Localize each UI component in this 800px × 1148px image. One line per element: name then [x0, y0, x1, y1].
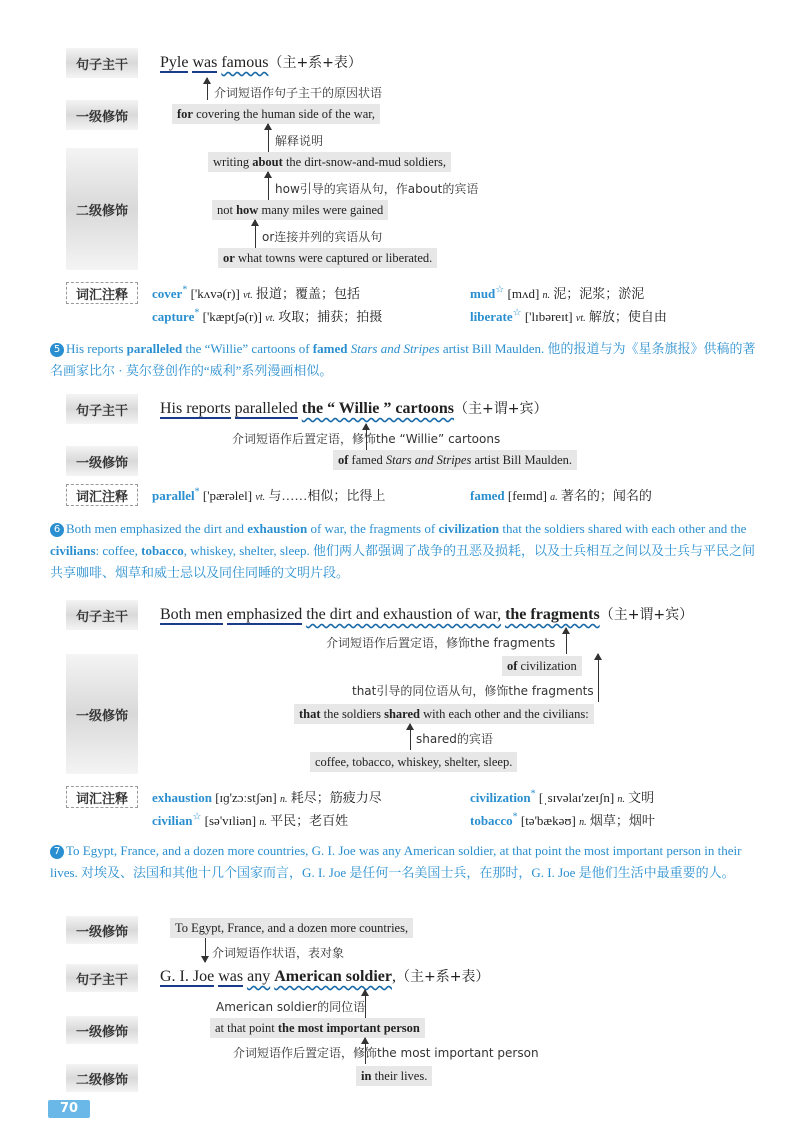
note-s4-2: 解释说明: [275, 134, 324, 148]
arrow: [410, 724, 411, 750]
label-level1-s6: 一级修饰: [66, 654, 138, 774]
vocab-item: capture* ['kæptʃə(r)] vt. 攻取；捕获；拍摄: [152, 307, 383, 324]
chunk-s4-4: or what towns were captured or liberated.: [218, 248, 437, 268]
label-main-s5: 句子主干: [66, 394, 138, 424]
note-s6-2: that引导的同位语从句，修饰the fragments: [352, 684, 594, 698]
note-s6-3: shared的宾语: [416, 732, 493, 746]
sentence-5: 5 His reports paralleled the “Willie” cartoons of famed Stars and Stripes artist Bill Maulden. 他的报道与为《星条旗报》供稿的著名画家比尔 · 莫尔登创作的“威利”系列漫画相似。: [50, 341, 756, 378]
main-clause-s6: Both men emphasized the dirt and exhaustion of war, the fragments（主+谓+宾）: [160, 606, 694, 623]
sentence-6: 6 Both men emphasized the dirt and exhaustion of war, the fragments of civilization that the soldiers shared with each other and the civilians: coffee, tobacco, whiskey, shelter, sleep. 他们两人都强调了战争的丑恶及损耗，以及士兵相互之间以及士兵与平民之间共享咖啡、烟草和威士忌以及同住同睡的文明片段。: [50, 521, 756, 580]
main-clause-s5: His reports paralleled the “ Willie ” cartoons（主+谓+宾）: [160, 400, 548, 417]
chunk-s6-1: of civilization: [502, 656, 582, 676]
label-level2-s7: 二级修饰: [66, 1064, 138, 1092]
vocab-item: mud☆ [mʌd] n. 泥；泥浆；淤泥: [470, 284, 645, 301]
label-vocab-s4: 词汇注释: [66, 282, 138, 304]
label-vocab-s5: 词汇注释: [66, 484, 138, 506]
vocab-item: parallel* ['pærəlel] vt. 与……相似；比得上: [152, 486, 386, 503]
note-s5-1: 介词短语作后置定语，修饰the “Willie” cartoons: [232, 432, 501, 446]
vocab-item: liberate☆ ['lɪbəreɪt] vt. 解放；使自由: [470, 307, 667, 324]
label-level1-s7b: 一级修饰: [66, 1016, 138, 1044]
vocab-item: tobacco* [tə'bækəʊ] n. 烟草；烟叶: [470, 811, 655, 828]
main-clause-s4: [160, 52, 362, 72]
label-main-s4: 句子主干: [66, 48, 138, 78]
chunk-s4-2: writing about the dirt-snow-and-mud soldiers,: [208, 152, 451, 172]
chunk-s7-2: in their lives.: [356, 1066, 432, 1086]
vocab-item: civilization* [ˌsɪvəlaɪ'zeɪʃn] n. 文明: [470, 788, 655, 805]
label-level1-s7a: 一级修饰: [66, 916, 138, 944]
arrow: [268, 124, 269, 152]
vocab-item: cover* ['kʌvə(r)] vt. 报道；覆盖；包括: [152, 284, 361, 301]
structure-note: （主+系+表）: [268, 55, 362, 71]
chunk-s6-3: coffee, tobacco, whiskey, shelter, sleep.: [310, 752, 517, 772]
chunk-s4-3: not how many miles were gained: [212, 200, 388, 220]
label-level1-s4: 一级修饰: [66, 100, 138, 130]
note-s4-3: how引导的宾语从句，作about的宾语: [275, 182, 479, 196]
label-main-s6: 句子主干: [66, 600, 138, 630]
chunk-s7-1: at that point the most important person: [210, 1018, 425, 1038]
vocab-item: exhaustion [ɪɡ'zɔːstʃən] n. 耗尽；筋疲力尽: [152, 790, 382, 805]
subject: Pyle: [160, 54, 189, 71]
page-number: 70: [48, 1100, 90, 1118]
chunk-s7-0: To Egypt, France, and a dozen more countries,: [170, 918, 413, 938]
arrow: [268, 172, 269, 200]
arrow: [207, 78, 208, 100]
note-s7-1: American soldier的同位语: [216, 1000, 366, 1014]
note-s6-1: 介词短语作后置定语，修饰the fragments: [326, 636, 556, 650]
label-level2-s4: 二级修饰: [66, 148, 138, 270]
label-vocab-s6: 词汇注释: [66, 786, 138, 808]
chunk-s5-1: of famed Stars and Stripes artist Bill Maulden.: [333, 450, 577, 470]
vocab-item: famed [feɪmd] a. 著名的；闻名的: [470, 488, 652, 503]
arrow: [205, 938, 206, 962]
note-s7-2: 介词短语作后置定语，修饰the most important person: [233, 1046, 539, 1060]
note-s4-4: or连接并列的宾语从句: [262, 230, 383, 244]
label-level1-s5: 一级修饰: [66, 446, 138, 476]
predicative: famous: [221, 54, 269, 71]
note-s4-1: 介词短语作句子主干的原因状语: [214, 86, 383, 100]
vocab-item: civilian☆ [sə'vɪliən] n. 平民；老百姓: [152, 811, 349, 828]
chunk-s4-1: for covering the human side of the war,: [172, 104, 380, 124]
main-clause-s7: G. I. Joe was any American soldier,（主+系+表）: [160, 968, 490, 985]
verb: was: [192, 54, 218, 71]
sentence-7: 7 To Egypt, France, and a dozen more countries, G. I. Joe was any American soldier, at that point the most important person in their lives. 对埃及、法国和其他十几个国家而言，G. I. Joe 是任何一名美国士兵，在那时，G. I. Joe 是他们生活中最重要的人。: [50, 843, 742, 880]
label-main-s7: 句子主干: [66, 964, 138, 992]
arrow: [566, 628, 567, 654]
arrow: [255, 220, 256, 248]
arrow: [365, 990, 366, 1018]
arrow: [598, 654, 599, 702]
note-s7-0: 介词短语作状语，表对象: [212, 946, 345, 960]
chunk-s6-2: that the soldiers shared with each other and the civilians:: [294, 704, 594, 724]
